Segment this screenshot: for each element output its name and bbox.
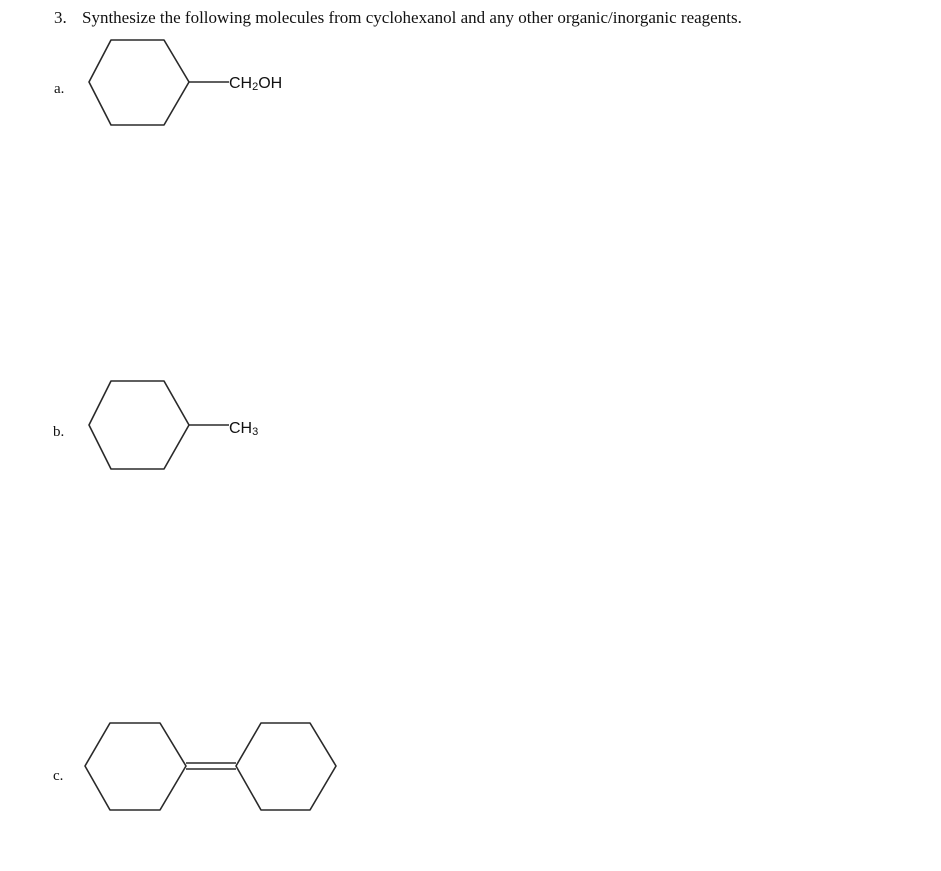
cyclohexane-ring-c-right xyxy=(236,723,336,810)
substituent-ch2oh: $CH_2OH$ xyxy=(229,75,283,93)
part-b-label: b. xyxy=(53,424,65,440)
part-a-label: a. xyxy=(54,81,65,97)
cyclohexane-ring-c-left xyxy=(85,723,186,810)
substituent-ch3: $CH_3$ xyxy=(229,420,259,438)
question-text: Synthesize the following molecules from cyclohexanol and any other organic/inorganic reagents. xyxy=(82,8,742,27)
question-number: 3. xyxy=(54,8,67,27)
part-c-label: c. xyxy=(53,768,64,784)
